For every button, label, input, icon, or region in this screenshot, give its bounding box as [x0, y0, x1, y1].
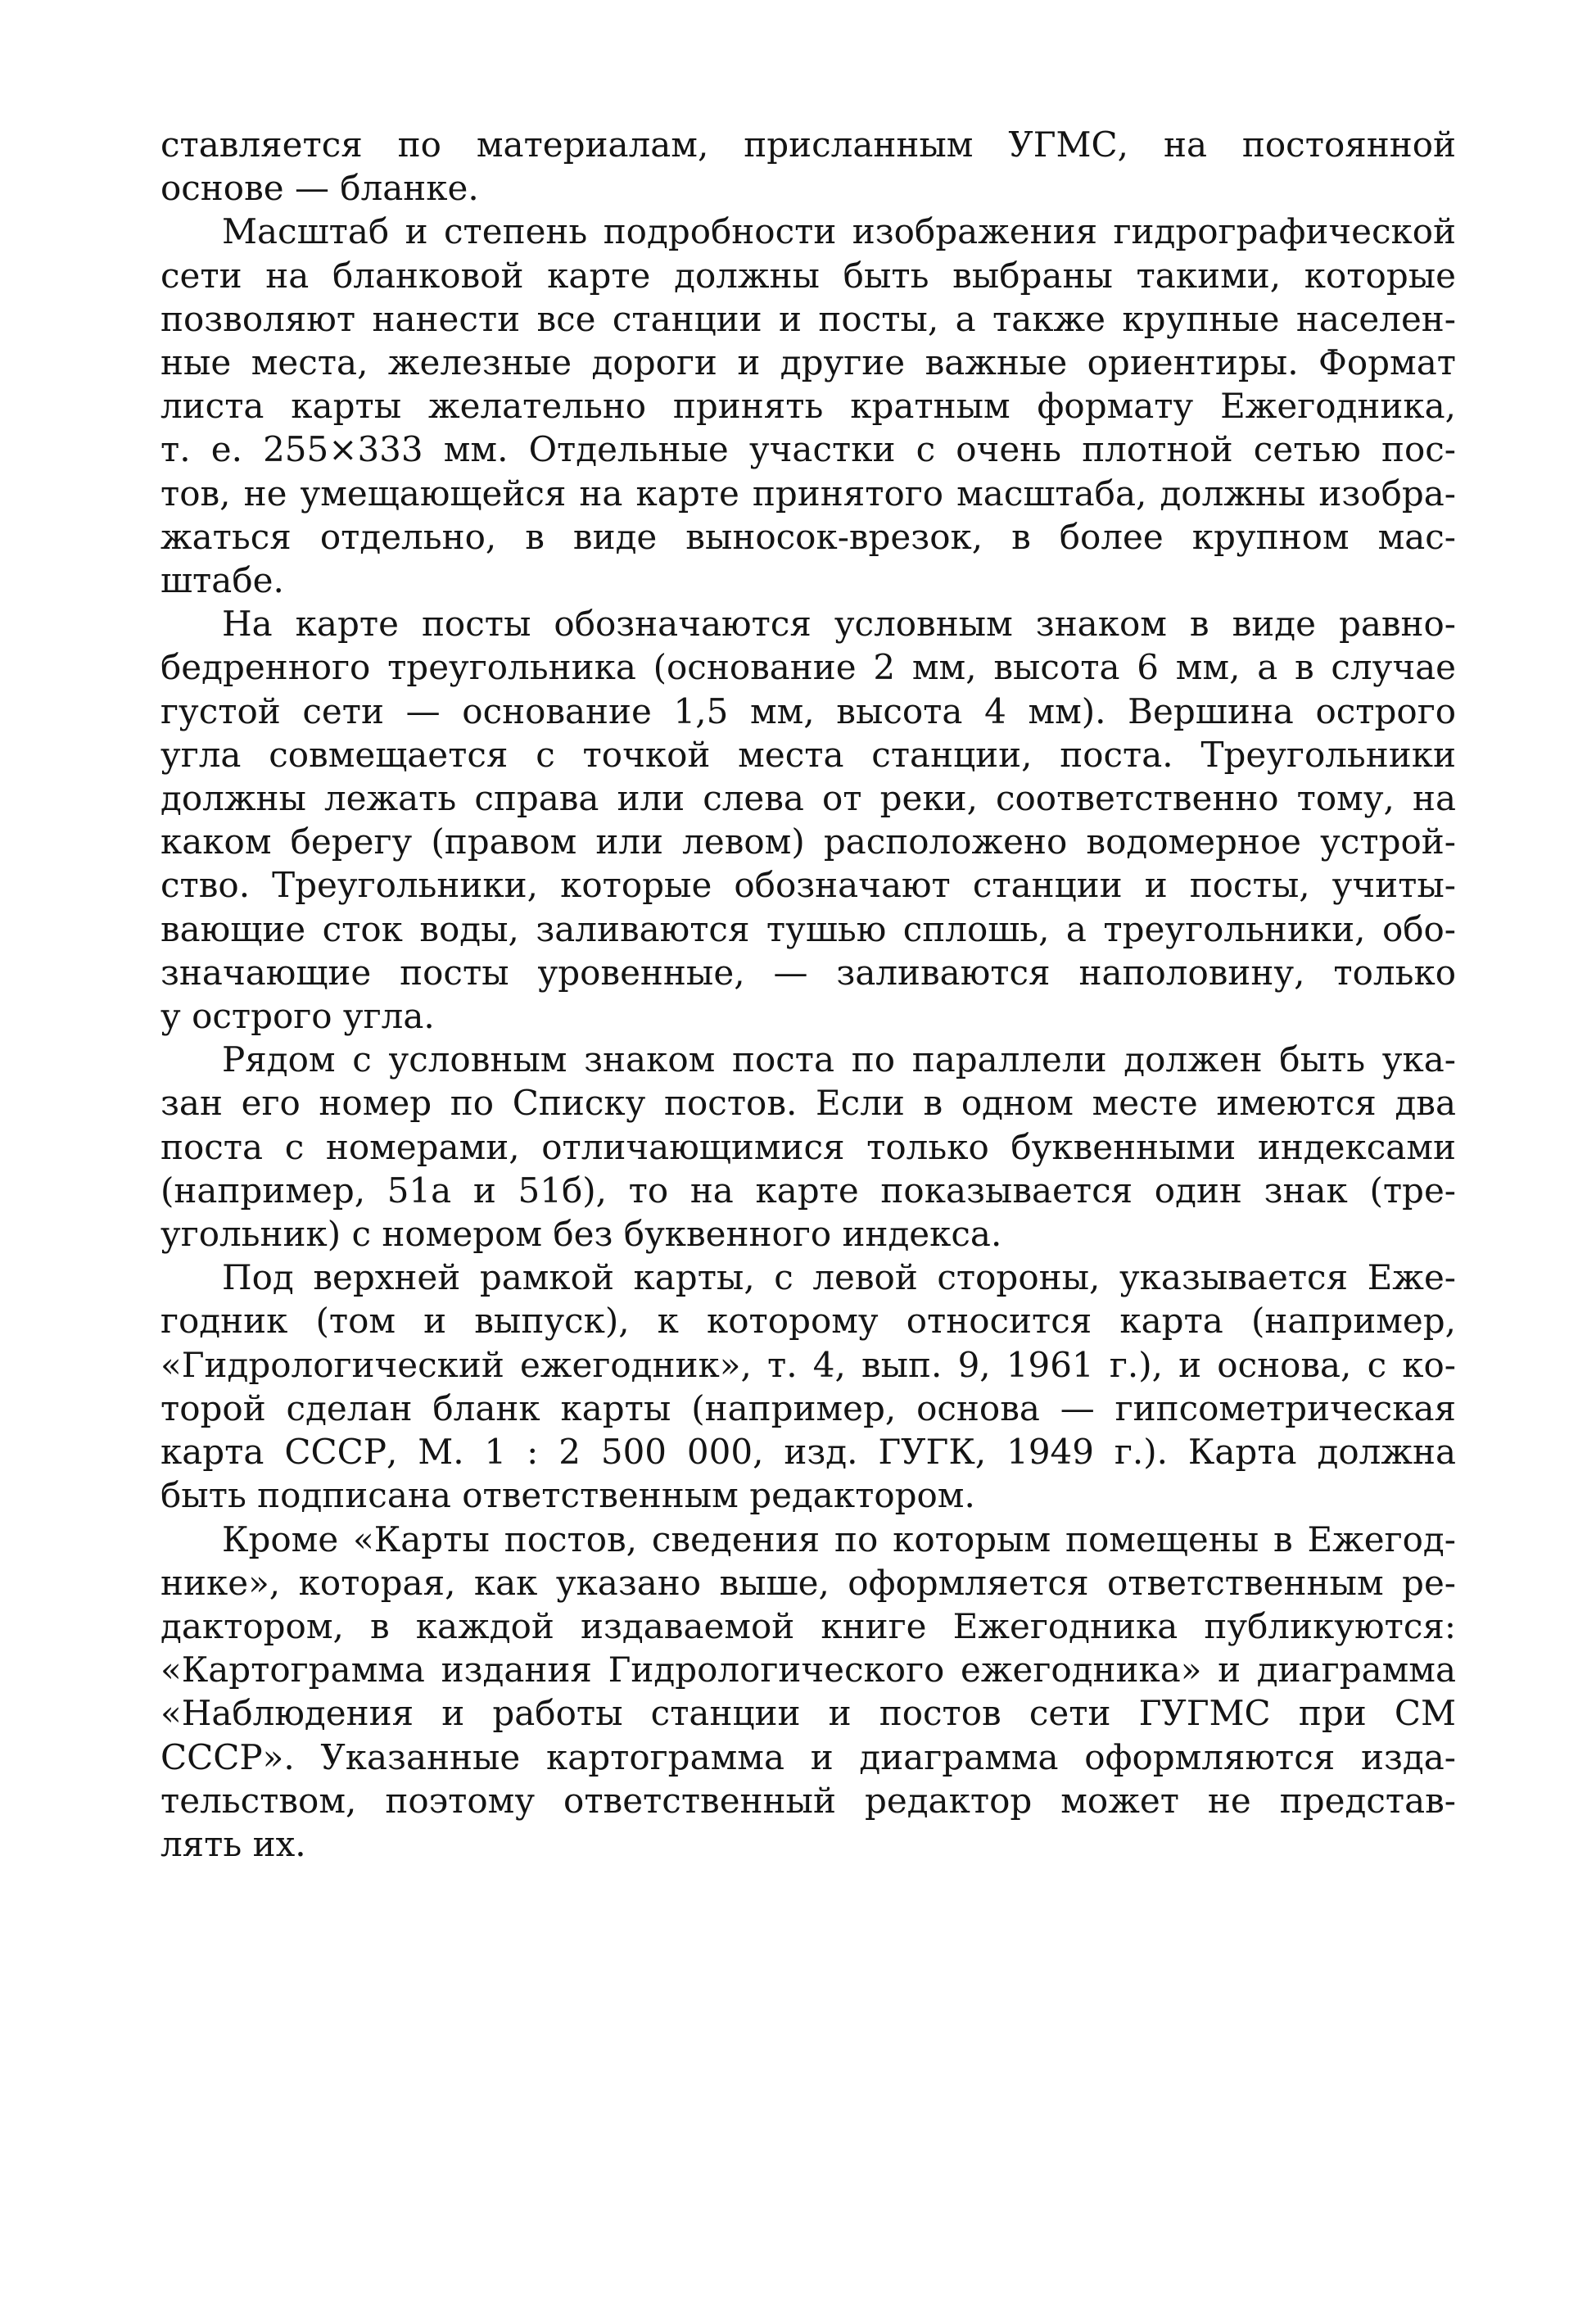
text-line: у острого угла.: [161, 996, 435, 1037]
text-line: «Картограмма издания Гидрологического ежегодника» и диаграмма: [161, 1650, 1456, 1691]
text-line: штабе.: [161, 560, 284, 601]
text-line: должны лежать справа или слева от реки, соответственно тому, на: [161, 778, 1456, 819]
text-line: густой сети — основание 1,5 мм, высота 4 мм). Вершина острого: [161, 690, 1456, 731]
text-line: основе — бланке.: [161, 168, 479, 209]
document-page: [161, 123, 1456, 1866]
text-line: дактором, в каждой издаваемой книге Ежегодника публикуются:: [161, 1605, 1456, 1646]
text-line: поста с номерами, отличающимися только буквенными индексами: [161, 1126, 1456, 1167]
text-line: тельством, поэтому ответственный редактор может не представ-: [161, 1780, 1456, 1821]
paragraph-6: [161, 1518, 1456, 1867]
document-body: [161, 123, 1456, 1866]
text-line: угольник) с номером без буквенного индекса.: [161, 1214, 1002, 1255]
text-line: жаться отдельно, в виде выносок-врезок, в более крупном мас-: [161, 516, 1456, 557]
text-line: Под верхней рамкой карты, с левой стороны, указывается Еже-: [222, 1257, 1456, 1298]
text-line: годник (том и выпуск), к которому относится карта (например,: [161, 1301, 1456, 1342]
text-line: зан его номер по Списку постов. Если в одном месте имеются два: [161, 1083, 1456, 1124]
text-line: каком берегу (правом или левом) расположено водомерное устрой-: [161, 822, 1456, 862]
paragraph-4: [161, 1038, 1456, 1256]
text-line: карта СССР, М. 1 : 2 500 000, изд. ГУГК, 1949 г.). Карта должна: [161, 1432, 1456, 1473]
text-line: позволяют нанести все станции и посты, а также крупные населен-: [161, 298, 1456, 339]
text-line: ные места, железные дороги и другие важные ориентиры. Формат: [161, 342, 1456, 383]
text-line: сети на бланковой карте должны быть выбраны такими, которые: [161, 255, 1456, 296]
text-line: вающие сток воды, заливаются тушью сплошь, а треугольники, обо-: [161, 908, 1456, 949]
text-line: (например, 51а и 51б), то на карте показывается один знак (тре-: [161, 1170, 1456, 1211]
paragraph-2: [161, 210, 1456, 602]
text-line: Кроме «Карты постов, сведения по которым помещены в Ежегод-: [222, 1519, 1456, 1559]
text-line: значающие посты уровенные, — заливаются наполовину, только: [161, 952, 1456, 993]
text-line: СССР». Указанные картограмма и диаграмма оформляются изда-: [161, 1736, 1456, 1777]
paragraph-1: [161, 123, 1456, 210]
text-line: лять их.: [161, 1823, 306, 1864]
text-line: т. е. 255×333 мм. Отдельные участки с очень плотной сетью пос-: [161, 429, 1456, 470]
text-line: Масштаб и степень подробности изображения гидрографической: [222, 211, 1456, 252]
text-line: На карте посты обозначаются условным знаком в виде равно-: [222, 604, 1456, 645]
text-line: «Наблюдения и работы станции и постов сети ГУГМС при СМ: [161, 1693, 1456, 1734]
text-line: бедренного треугольника (основание 2 мм, высота 6 мм, а в случае: [161, 647, 1456, 688]
text-line: быть подписана ответственным редактором.: [161, 1475, 975, 1516]
paragraph-3: [161, 602, 1456, 1038]
paragraph-5: [161, 1256, 1456, 1517]
text-line: «Гидрологический ежегодник», т. 4, вып. 9, 1961 г.), и основа, с ко-: [161, 1344, 1456, 1385]
text-line: угла совмещается с точкой места станции, поста. Треугольники: [161, 734, 1456, 775]
text-line: ставляется по материалам, присланным УГМС, на постоянной: [161, 124, 1456, 165]
text-line: листа карты желательно принять кратным формату Ежегодника,: [161, 386, 1456, 427]
text-line: нике», которая, как указано выше, оформляется ответственным ре-: [161, 1562, 1456, 1603]
text-line: торой сделан бланк карты (например, основа — гипсометрическая: [161, 1387, 1456, 1428]
text-line: Рядом с условным знаком поста по параллели должен быть ука-: [222, 1039, 1456, 1080]
text-line: ство. Треугольники, которые обозначают станции и посты, учиты-: [161, 865, 1456, 906]
text-line: тов, не умещающейся на карте принятого масштаба, должны изобра-: [161, 473, 1456, 514]
